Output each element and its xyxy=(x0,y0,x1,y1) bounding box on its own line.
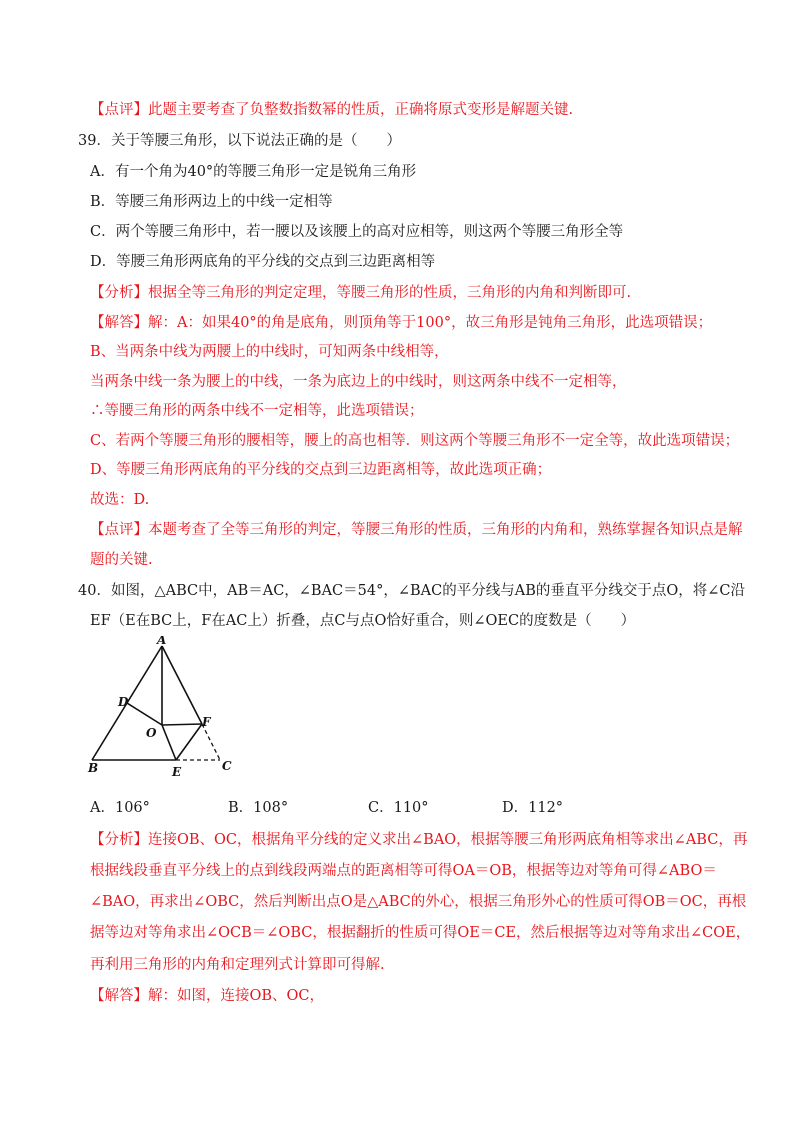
question-40-stem-line-1: 40．如图，△ABC中，AB＝AC，∠BAC＝54°，∠BAC的平分线与AB的垂直平分线交于点O，将∠C沿 xyxy=(78,583,745,599)
option-b: B．108° xyxy=(228,800,289,816)
question-39-option-c: C．两个等腰三角形中，若一腰以及该腰上的高对应相等，则这两个等腰三角形全等 xyxy=(90,224,624,240)
review-39-line-1: 【点评】本题考查了全等三角形的判定，等腰三角形的性质，三角形的内角和，熟练掌握各知识点是解 xyxy=(90,522,743,538)
triangle-diagram xyxy=(80,636,240,786)
answer-39-line-3: 当两条中线一条为腰上的中线，一条为底边上的中线时，则这两条中线不一定相等， xyxy=(90,374,627,390)
question-40-stem-line-2: EF（E在BC上，F在AC上）折叠，点C与点O恰好重合，则∠OEC的度数是（ ） xyxy=(90,613,636,629)
analysis-40-line-4: 据等边对等角求出∠OCB＝∠OBC，根据翻折的性质可得OE＝CE，然后根据等边对等角求出∠COE， xyxy=(90,925,751,941)
segment-af xyxy=(162,646,202,724)
option-a: A．106° xyxy=(90,800,150,816)
analysis-39: 【分析】根据全等三角形的判定定理，等腰三角形的性质，三角形的内角和判断即可. xyxy=(90,285,632,301)
segment-ef xyxy=(176,724,202,760)
label-c: C xyxy=(222,759,232,773)
review-39-line-2: 题的关键. xyxy=(90,552,153,568)
question-40-options xyxy=(90,798,710,818)
analysis-40-line-3: ∠BAO，再求出∠OBC，然后判断出点O是△ABC的外心，根据三角形外心的性质可得OB＝OC，再根 xyxy=(90,894,747,910)
question-39-option-a: A．有一个角为40°的等腰三角形一定是锐角三角形 xyxy=(90,164,417,180)
answer-39-line-1: 【解答】解：A：如果40°的角是底角，则顶角等于100°，故三角形是钝角三角形，此选项错误； xyxy=(90,315,713,331)
segment-of xyxy=(162,724,202,725)
answer-39-line-2: B、当两条中线为两腰上的中线时，可知两条中线相等， xyxy=(90,344,449,360)
question-39-option-b: B．等腰三角形两边上的中线一定相等 xyxy=(90,194,333,210)
answer-40-line-1: 【解答】解：如图，连接OB、OC， xyxy=(90,988,325,1004)
label-b: B xyxy=(88,761,99,775)
question-39-stem: 39．关于等腰三角形，以下说法正确的是（ ） xyxy=(78,133,401,149)
label-a: A xyxy=(157,636,167,647)
analysis-40-line-2: 根据线段垂直平分线上的点到线段两端点的距离相等可得OA＝OB，根据等边对等角可得∠ABO＝ xyxy=(90,863,717,879)
option-c: C．110° xyxy=(368,800,429,816)
segment-fc-dashed xyxy=(202,724,220,760)
label-o: O xyxy=(146,726,157,740)
analysis-40-line-1: 【分析】连接OB、OC，根据角平分线的定义求出∠BAO，根据等腰三角形两底角相等求出∠ABC，再 xyxy=(90,832,748,848)
option-d: D．112° xyxy=(502,800,564,816)
analysis-40-line-5: 再利用三角形的内角和定理列式计算即可得解. xyxy=(90,957,385,973)
answer-39-line-4: ∴等腰三角形的两条中线不一定相等，此选项错误； xyxy=(90,403,424,419)
review-38: 【点评】此题主要考查了负整数指数幂的性质，正确将原式变形是解题关键. xyxy=(90,102,574,118)
answer-39-line-5: C、若两个等腰三角形的腰相等，腰上的高也相等．则这两个等腰三角形不一定全等，故此选项错误； xyxy=(90,433,740,449)
answer-39-line-6: D、等腰三角形两底角的平分线的交点到三边距离相等，故此选项正确； xyxy=(90,462,552,478)
segment-oe xyxy=(162,725,176,760)
segment-do xyxy=(127,703,162,725)
question-39-option-d: D．等腰三角形两底角的平分线的交点到三边距离相等 xyxy=(90,254,436,270)
label-e: E xyxy=(172,765,182,779)
label-f: F xyxy=(202,715,211,729)
answer-39-choice: 故选：D. xyxy=(90,492,150,508)
triangle-figure xyxy=(80,636,240,786)
label-d: D xyxy=(118,695,129,709)
